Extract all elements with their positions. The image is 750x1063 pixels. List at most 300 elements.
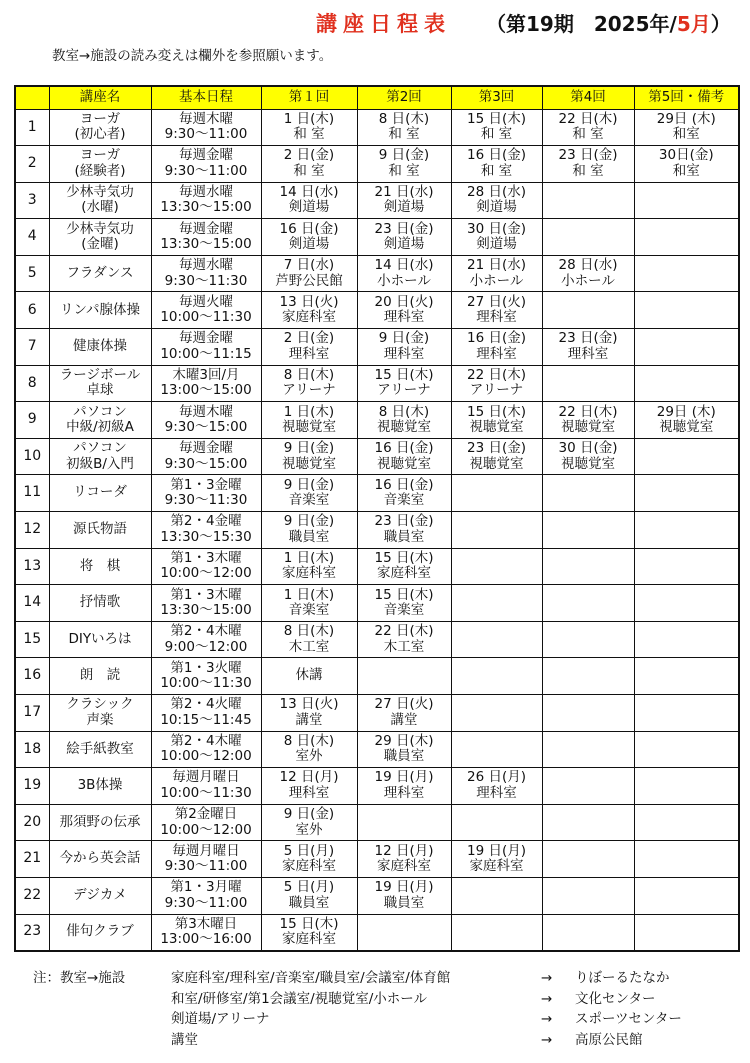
schedule-table	[14, 85, 740, 952]
course-name-line: フラダンス	[66, 264, 134, 281]
session-3-line: 30 日(金)	[466, 220, 526, 237]
session-3-cell	[451, 438, 542, 475]
row-number: 8	[15, 365, 49, 402]
session-1-cell	[261, 219, 357, 256]
session-5-cell	[634, 658, 739, 695]
basic-schedule-line: 13:30～15:00	[160, 236, 252, 253]
session-2-cell	[357, 914, 451, 951]
session-5-cell	[634, 585, 739, 622]
session-3-cell	[451, 914, 542, 951]
session-1-line: 音楽室	[288, 602, 330, 619]
session-2-cell	[357, 109, 451, 146]
session-2-cell	[357, 365, 451, 402]
session-2-line: 8 日(木)	[378, 110, 430, 127]
basic-schedule-cell	[151, 768, 261, 805]
session-3-cell	[451, 695, 542, 732]
table-row	[15, 402, 739, 439]
basic-schedule-cell	[151, 182, 261, 219]
basic-schedule-cell	[151, 512, 261, 549]
session-4-line: 和 室	[572, 162, 604, 179]
session-5-cell	[634, 438, 739, 475]
session-3-line: 理科室	[476, 784, 517, 801]
session-4-line: 22 日(木)	[558, 110, 618, 127]
course-name-cell	[49, 621, 151, 658]
basic-schedule-line: 毎週金曜	[179, 440, 233, 457]
session-2-cell	[357, 658, 451, 695]
session-1-cell	[261, 731, 357, 768]
facility-name: スポーツセンター	[575, 1011, 682, 1028]
session-3-cell	[451, 804, 542, 841]
basic-schedule-line: 10:00～11:15	[160, 345, 252, 362]
term-label	[486, 8, 731, 37]
course-name-cell	[49, 329, 151, 366]
arrow-icon: →	[541, 990, 553, 1007]
session-4-line: 23 日(金)	[558, 147, 618, 164]
session-4-cell	[542, 146, 634, 183]
header-session-2: 第2回	[357, 86, 451, 109]
session-2-line: 剣道場	[383, 236, 425, 253]
session-2-cell	[357, 329, 451, 366]
session-3-line: 剣道場	[476, 236, 517, 253]
session-2-line: 講堂	[390, 711, 418, 728]
basic-schedule-line: 10:00～12:00	[160, 821, 252, 838]
basic-schedule-line: 9:00～12:00	[164, 638, 248, 655]
basic-schedule-line: 9:30～11:30	[164, 492, 248, 509]
session-3-cell	[451, 841, 542, 878]
session-2-line: 理科室	[383, 309, 425, 326]
basic-schedule-cell	[151, 109, 261, 146]
session-3-cell	[451, 255, 542, 292]
session-1-cell	[261, 585, 357, 622]
course-name-cell	[49, 365, 151, 402]
session-1-line: 1 日(木)	[283, 586, 335, 603]
session-5-cell	[634, 402, 739, 439]
session-1-line: 視聴覚室	[282, 419, 336, 436]
session-5-line: 29日 (木)	[656, 403, 716, 420]
session-3-line: 28 日(水)	[466, 183, 526, 200]
session-1-line: 7 日(水)	[283, 257, 335, 274]
session-4-cell	[542, 841, 634, 878]
basic-schedule-cell	[151, 621, 261, 658]
basic-schedule-line: 9:30～11:30	[164, 272, 248, 289]
session-1-line: 9 日(金)	[283, 476, 335, 493]
session-4-cell	[542, 292, 634, 329]
table-row	[15, 585, 739, 622]
session-2-line: 21 日(水)	[374, 183, 434, 200]
session-5-cell	[634, 146, 739, 183]
course-name-line: デジカメ	[73, 887, 127, 904]
session-2-line: 16 日(金)	[374, 476, 434, 493]
basic-schedule-cell	[151, 146, 261, 183]
session-3-cell	[451, 219, 542, 256]
session-1-cell	[261, 877, 357, 914]
row-number: 22	[15, 877, 49, 914]
basic-schedule-cell	[151, 548, 261, 585]
session-3-cell	[451, 292, 542, 329]
row-number: 16	[15, 658, 49, 695]
course-name-line: 将 棋	[79, 557, 121, 574]
course-name-line: 健康体操	[73, 338, 127, 355]
session-4-line: 視聴覚室	[561, 455, 615, 472]
basic-schedule-cell	[151, 402, 261, 439]
basic-schedule-cell	[151, 219, 261, 256]
session-2-cell	[357, 768, 451, 805]
session-1-line: 9 日(金)	[283, 513, 335, 530]
session-1-cell	[261, 804, 357, 841]
session-1-line: 理科室	[288, 345, 330, 362]
session-4-line: 視聴覚室	[561, 419, 615, 436]
session-1-line: 和 室	[293, 162, 325, 179]
session-1-line: 講堂	[295, 711, 323, 728]
basic-schedule-line: 9:30～15:00	[164, 455, 248, 472]
course-name-line: 少林寺気功	[66, 220, 134, 237]
session-1-cell	[261, 182, 357, 219]
session-2-line: 視聴覚室	[377, 455, 431, 472]
basic-schedule-line: 毎週水曜	[179, 183, 233, 200]
basic-schedule-cell	[151, 438, 261, 475]
basic-schedule-line: 9:30～11:00	[164, 162, 248, 179]
session-2-line: 15 日(木)	[374, 366, 434, 383]
course-name-cell	[49, 914, 151, 951]
course-name-line: 今から英会話	[59, 850, 141, 867]
session-4-cell	[542, 109, 634, 146]
basic-schedule-line: 13:30～15:00	[160, 199, 252, 216]
facility-rooms: 講堂	[171, 1031, 198, 1048]
month-label: 5月	[676, 12, 711, 36]
course-name-cell	[49, 109, 151, 146]
session-3-line: 家庭科室	[469, 858, 524, 875]
basic-schedule-line: 9:30～11:00	[164, 126, 248, 143]
session-4-cell	[542, 255, 634, 292]
row-number: 17	[15, 695, 49, 732]
basic-schedule-line: 10:00～11:30	[160, 675, 252, 692]
session-1-line: 室外	[295, 748, 323, 765]
basic-schedule-line: 第2・4木曜	[170, 623, 242, 640]
session-5-line: 30日(金)	[658, 147, 714, 164]
session-3-line: 理科室	[476, 309, 517, 326]
session-1-line: 和 室	[293, 126, 325, 143]
session-2-cell	[357, 512, 451, 549]
session-1-line: 1 日(木)	[283, 549, 335, 566]
row-number: 21	[15, 841, 49, 878]
course-name-line: ヨーガ	[79, 147, 121, 164]
session-3-cell	[451, 512, 542, 549]
session-1-cell	[261, 768, 357, 805]
session-1-cell	[261, 402, 357, 439]
course-name-line: (金曜)	[81, 236, 119, 253]
table-row	[15, 804, 739, 841]
course-name-line: 朗 読	[79, 667, 121, 684]
session-3-line: 理科室	[476, 345, 517, 362]
session-1-cell	[261, 658, 357, 695]
session-4-cell	[542, 621, 634, 658]
session-5-line: 視聴覚室	[659, 419, 714, 436]
course-name-cell	[49, 548, 151, 585]
session-3-cell	[451, 585, 542, 622]
header-session-3: 第3回	[451, 86, 542, 109]
session-3-cell	[451, 658, 542, 695]
session-2-cell	[357, 255, 451, 292]
session-1-line: 16 日(金)	[279, 220, 339, 237]
row-number: 13	[15, 548, 49, 585]
session-5-cell	[634, 877, 739, 914]
basic-schedule-cell	[151, 658, 261, 695]
session-4-line: 理科室	[567, 345, 609, 362]
session-1-line: 5 日(月)	[283, 879, 335, 896]
session-2-line: 20 日(火)	[374, 293, 434, 310]
course-name-line: 3B体操	[77, 777, 123, 794]
session-1-line: 13 日(火)	[279, 696, 339, 713]
row-number: 15	[15, 621, 49, 658]
course-name-cell	[49, 402, 151, 439]
session-1-line: 木工室	[288, 638, 330, 655]
table-row	[15, 255, 739, 292]
arrow-icon: →	[541, 1031, 553, 1048]
basic-schedule-line: 13:30～15:30	[160, 528, 252, 545]
session-4-cell	[542, 438, 634, 475]
course-name-cell	[49, 841, 151, 878]
basic-schedule-line: 9:30～15:00	[164, 419, 248, 436]
session-5-cell	[634, 621, 739, 658]
session-3-line: 和 室	[480, 162, 513, 179]
session-2-line: 12 日(月)	[374, 842, 434, 859]
basic-schedule-line: 毎週水曜	[179, 257, 233, 274]
session-2-line: 14 日(水)	[374, 257, 434, 274]
basic-schedule-line: 13:00～15:00	[160, 382, 252, 399]
session-1-line: 室外	[295, 821, 323, 838]
session-1-line: 9 日(金)	[283, 440, 335, 457]
session-1-line: アリーナ	[282, 382, 336, 399]
session-4-line: 小ホール	[561, 272, 615, 289]
session-2-line: 職員室	[383, 528, 425, 545]
course-name-line: リンパ腺体操	[59, 301, 141, 318]
term-suffix: ）	[710, 12, 731, 36]
session-1-line: 芦野公民館	[275, 272, 343, 289]
session-4-cell	[542, 548, 634, 585]
session-5-cell	[634, 512, 739, 549]
session-2-line: 木工室	[383, 638, 425, 655]
row-number: 10	[15, 438, 49, 475]
basic-schedule-cell	[151, 804, 261, 841]
session-2-cell	[357, 585, 451, 622]
session-4-cell	[542, 804, 634, 841]
course-name-cell	[49, 292, 151, 329]
session-2-line: 和 室	[388, 126, 420, 143]
course-name-cell	[49, 146, 151, 183]
session-1-cell	[261, 695, 357, 732]
session-5-cell	[634, 548, 739, 585]
session-4-cell	[542, 658, 634, 695]
session-3-line: 22 日(木)	[466, 366, 526, 383]
table-row	[15, 512, 739, 549]
facility-name: りぼーるたなか	[575, 970, 670, 986]
course-name-line: 那須野の伝承	[59, 813, 141, 830]
course-name-line: 中級/初級A	[66, 419, 134, 436]
course-name-line: パソコン	[73, 440, 127, 457]
table-row	[15, 329, 739, 366]
session-4-line: 22 日(木)	[558, 403, 618, 420]
course-name-cell	[49, 255, 151, 292]
session-4-cell	[542, 402, 634, 439]
header-session-4: 第4回	[542, 86, 634, 109]
course-name-line: (初心者)	[74, 126, 126, 143]
session-2-line: 音楽室	[383, 492, 425, 509]
session-1-line: 職員室	[288, 528, 330, 545]
header-course-name: 講座名	[49, 86, 151, 109]
session-2-line: 29 日(木)	[374, 732, 434, 749]
row-number: 1	[15, 109, 49, 146]
session-2-cell	[357, 475, 451, 512]
facility-name: 高原公民館	[575, 1031, 643, 1048]
session-2-cell	[357, 292, 451, 329]
basic-schedule-line: 9:30～11:00	[164, 894, 248, 911]
row-number: 4	[15, 219, 49, 256]
session-5-cell	[634, 841, 739, 878]
table-header-row	[15, 86, 739, 109]
session-5-cell	[634, 914, 739, 951]
facility-row	[33, 968, 743, 989]
title-line	[0, 8, 750, 38]
session-1-line: 職員室	[288, 894, 330, 911]
facility-note-label: 注：教室→施設	[33, 970, 126, 986]
session-3-line: 和 室	[480, 126, 513, 143]
page-title: 講座日程表	[316, 12, 451, 36]
row-number: 3	[15, 182, 49, 219]
session-2-line: 剣道場	[383, 199, 425, 216]
session-1-line: 剣道場	[288, 236, 330, 253]
session-2-line: 家庭科室	[377, 565, 431, 582]
session-1-line: 8 日(木)	[283, 732, 335, 749]
session-5-cell	[634, 768, 739, 805]
course-name-line: 絵手紙教室	[66, 740, 134, 757]
course-name-line: パソコン	[73, 403, 127, 420]
course-name-line: ラージボール	[59, 366, 141, 383]
session-2-line: 理科室	[383, 784, 425, 801]
session-1-cell	[261, 914, 357, 951]
session-3-line: 19 日(月)	[466, 842, 526, 859]
session-1-line: 家庭科室	[282, 931, 336, 948]
table-row	[15, 731, 739, 768]
table-row	[15, 621, 739, 658]
session-2-cell	[357, 695, 451, 732]
session-5-line: 和室	[672, 162, 700, 179]
session-1-line: 家庭科室	[282, 309, 336, 326]
row-number: 18	[15, 731, 49, 768]
course-name-cell	[49, 658, 151, 695]
course-name-line: 卓球	[86, 382, 114, 399]
table-row	[15, 292, 739, 329]
basic-schedule-line: 第1・3木曜	[170, 586, 242, 603]
facility-rooms: 和室/研修室/第1会議室/視聴覚室/小ホール	[171, 990, 428, 1007]
header-basic-schedule: 基本日程	[151, 86, 261, 109]
session-4-cell	[542, 512, 634, 549]
session-5-cell	[634, 329, 739, 366]
basic-schedule-line: 毎週月曜日	[172, 769, 240, 786]
course-name-cell	[49, 512, 151, 549]
basic-schedule-line: 第2・4木曜	[170, 732, 242, 749]
basic-schedule-line: 第3木曜日	[174, 915, 238, 932]
row-number: 11	[15, 475, 49, 512]
basic-schedule-cell	[151, 877, 261, 914]
facility-rooms: 家庭科室/理科室/音楽室/職員室/会議室/体育館	[171, 970, 451, 986]
table-row	[15, 146, 739, 183]
session-1-cell	[261, 109, 357, 146]
session-5-cell	[634, 365, 739, 402]
basic-schedule-cell	[151, 292, 261, 329]
session-1-line: 理科室	[288, 784, 330, 801]
session-2-cell	[357, 621, 451, 658]
session-1-cell	[261, 146, 357, 183]
course-name-line: ヨーガ	[79, 110, 121, 127]
facility-row	[33, 1009, 743, 1030]
session-2-line: 16 日(金)	[374, 440, 434, 457]
session-2-cell	[357, 841, 451, 878]
basic-schedule-line: 毎週金曜	[179, 330, 233, 347]
session-2-line: 和 室	[388, 162, 420, 179]
session-2-cell	[357, 548, 451, 585]
header-number	[15, 86, 49, 109]
session-1-cell	[261, 512, 357, 549]
course-name-line: 俳句クラブ	[66, 923, 134, 940]
facility-row	[33, 1030, 743, 1051]
basic-schedule-line: 第2金曜日	[174, 806, 238, 823]
table-row	[15, 841, 739, 878]
table-row	[15, 182, 739, 219]
course-name-cell	[49, 877, 151, 914]
session-3-line: 23 日(金)	[466, 440, 526, 457]
session-1-cell	[261, 438, 357, 475]
arrow-icon: →	[541, 970, 553, 986]
basic-schedule-line: 毎週木曜	[179, 110, 233, 127]
basic-schedule-cell	[151, 329, 261, 366]
basic-schedule-cell	[151, 731, 261, 768]
session-1-cell	[261, 255, 357, 292]
session-3-line: 21 日(水)	[466, 257, 526, 274]
session-4-line: 28 日(水)	[558, 257, 618, 274]
session-3-line: 剣道場	[476, 199, 517, 216]
session-2-cell	[357, 219, 451, 256]
row-number: 12	[15, 512, 49, 549]
basic-schedule-line: 木曜3回/月	[172, 366, 240, 383]
basic-schedule-line: 第1・3木曜	[170, 549, 242, 566]
basic-schedule-line: 第2・4金曜	[170, 513, 242, 530]
session-5-line: 29日 (木)	[656, 110, 716, 127]
session-3-line: アリーナ	[469, 382, 524, 399]
session-4-cell	[542, 731, 634, 768]
row-number: 9	[15, 402, 49, 439]
course-name-cell	[49, 768, 151, 805]
session-2-line: 職員室	[383, 894, 425, 911]
session-5-cell	[634, 475, 739, 512]
session-2-line: 9 日(金)	[378, 330, 430, 347]
session-3-line: 15 日(木)	[466, 403, 526, 420]
basic-schedule-cell	[151, 841, 261, 878]
course-name-cell	[49, 182, 151, 219]
header-session-5-remarks: 第5回・備考	[634, 86, 739, 109]
session-2-cell	[357, 402, 451, 439]
table-row	[15, 768, 739, 805]
basic-schedule-cell	[151, 475, 261, 512]
table-row	[15, 914, 739, 951]
facility-row	[33, 989, 743, 1010]
session-5-cell	[634, 695, 739, 732]
session-4-line: 和 室	[572, 126, 604, 143]
basic-schedule-line: 第1・3月曜	[170, 879, 242, 896]
session-2-line: 27 日(火)	[374, 696, 434, 713]
session-3-line: 小ホール	[469, 272, 524, 289]
session-1-line: 2 日(金)	[283, 147, 335, 164]
table-row	[15, 877, 739, 914]
